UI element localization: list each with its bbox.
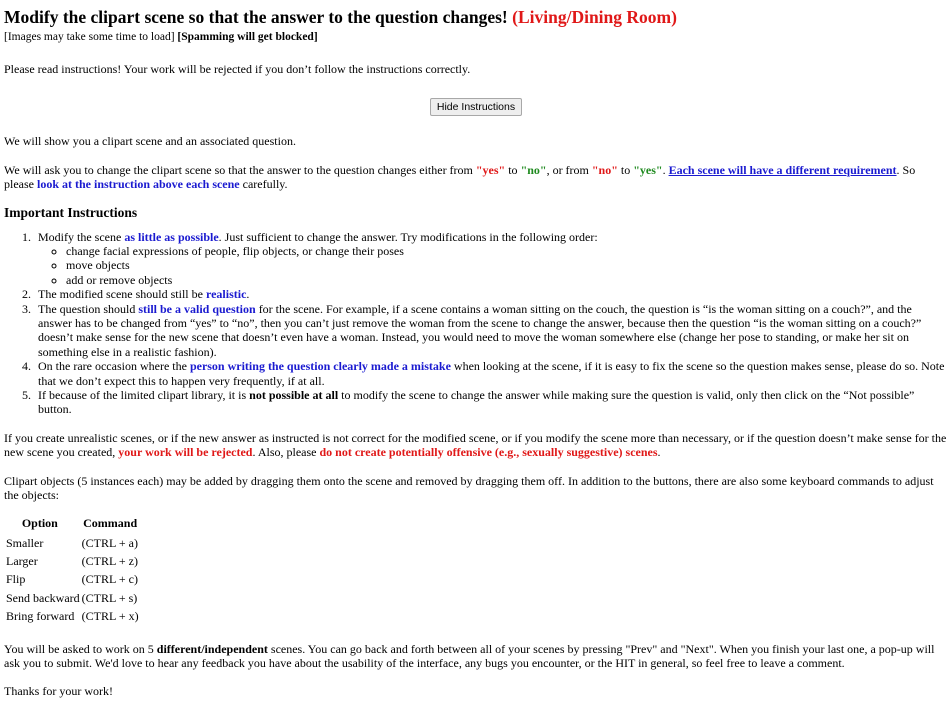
option-cell: Bring forward: [6, 609, 75, 624]
item-text: . Just sufficient to change the answer. Try modifications in the following order:: [218, 229, 598, 244]
keyboard-commands-table: [4, 514, 145, 625]
table-row: [4, 607, 145, 625]
item-emphasis: still be a valid question: [138, 301, 256, 316]
item-text: for the scene. For example, if a scene contains a woman sitting on the couch, the question is “is the woman sitting on a couch?”, and the answer has to be changed from “yes” to “no”, then you can’t just remove the woman from the scene to change the answer, because then the question “is the woman sitting on a couch?” doesn’t make sense for the new scene that doesn’t even have a woman. Instead, you would need to move the woman somewhere else (change her pose to standing, or make her sit on something else in a realistic fashion).: [38, 301, 922, 359]
modification-order-list: [38, 244, 948, 287]
rejection-warning: your work will be rejected: [118, 445, 253, 460]
button-row: [4, 98, 948, 116]
carefully-text: carefully.: [239, 177, 288, 192]
option-cell: Larger: [6, 554, 38, 569]
requirement-link[interactable]: Each scene will have a different requirement: [668, 162, 897, 177]
rejection-paragraph: [4, 431, 948, 460]
item-emphasis: not possible at all: [249, 387, 339, 402]
work-paragraph: [4, 642, 948, 671]
important-heading: Important Instructions: [4, 205, 138, 221]
item-text: On the rare occasion where the: [38, 359, 190, 374]
room-label: (Living/Dining Room): [512, 7, 677, 27]
no-label: "no": [591, 162, 618, 177]
command-column-header: Command: [83, 516, 138, 531]
spam-note: [Spamming will get blocked]: [177, 31, 318, 44]
command-cell: (CTRL + s): [81, 590, 138, 605]
item-text: .: [246, 287, 250, 302]
item-text: Modify the scene: [38, 229, 125, 244]
list-item: ◦ add or remove objects: [66, 273, 948, 287]
table-row: [4, 552, 145, 570]
requirement-paragraph: [4, 163, 948, 192]
thanks-text: Thanks for your work!: [4, 684, 113, 699]
rejection-text: . Also, please: [252, 445, 320, 460]
item-text: If because of the limited clipart library, it is: [38, 387, 250, 402]
table-header-row: [4, 514, 145, 533]
table-row: [4, 589, 145, 607]
clipart-info-paragraph: Clipart objects (5 instances each) may be added by dragging them onto the scene and removed by dragging them off. In addition to the buttons, there are also some keyboard commands to adjust the objects:: [4, 473, 934, 502]
read-instructions-warning: Please read instructions! Your work will be rejected if you don’t follow the instructions correctly.: [4, 61, 471, 76]
list-item: [34, 359, 948, 388]
intro-paragraph: We will show you a clipart scene and an associated question.: [4, 134, 296, 149]
important-list: [4, 230, 948, 417]
page-title: [4, 7, 948, 27]
look-instruction-emphasis: look at the instruction above each scene: [36, 177, 240, 192]
load-note: [Images may take some time to load]: [4, 31, 175, 44]
table-row: [4, 534, 145, 552]
list-item: [34, 302, 948, 360]
item-text: The modified scene should still be: [38, 287, 206, 302]
work-text: You will be asked to work on 5: [4, 641, 157, 656]
command-cell: (CTRL + a): [81, 535, 138, 550]
item-emphasis: realistic: [205, 287, 247, 302]
title-text: Modify the clipart scene so that the answer to the question changes!: [4, 7, 508, 27]
option-cell: Send backward: [6, 590, 80, 605]
option-cell: Smaller: [6, 535, 44, 550]
option-cell: Flip: [6, 572, 26, 587]
hide-instructions-button[interactable]: Hide Instructions: [430, 98, 522, 116]
table-row: [4, 570, 145, 588]
work-emphasis: different/independent: [156, 641, 268, 656]
list-item: [34, 388, 948, 417]
item-emphasis: person writing the question clearly made a mistake: [189, 359, 451, 374]
command-cell: (CTRL + x): [81, 609, 139, 624]
offensive-warning: do not create potentially offensive (e.g., sexually suggestive) scenes: [319, 445, 658, 460]
no-label: "no": [520, 162, 547, 177]
work-text: scenes. You can go back and forth between all of your scenes by pressing "Prev" and "Next". When you finish your last one, a pop-up will ask you to submit. We'd love to hear any feedback you have about the usability of the interface, any bugs you encounter, or the HIT in general, so feel free to leave a comment.: [4, 641, 935, 671]
or-text: , or from: [546, 162, 592, 177]
item-text: The question should: [38, 301, 139, 316]
to-text: to: [505, 162, 521, 177]
item-text: to modify the scene to change the answer while making sure the question is valid, only then click on the “Not possible” button.: [38, 387, 915, 417]
to-text: to: [617, 162, 634, 177]
option-column-header: Option: [21, 516, 58, 531]
so-please-text: . So please: [4, 162, 916, 192]
yes-label: "yes": [633, 162, 663, 177]
list-item: ◦ change facial expressions of people, flip objects, or change their poses: [66, 244, 948, 258]
item-emphasis: as little as possible: [124, 229, 219, 244]
command-cell: (CTRL + c): [81, 572, 138, 587]
period-text: .: [662, 162, 669, 177]
requirement-text: We will ask you to change the clipart scene so that the answer to the question changes either from: [4, 162, 476, 177]
command-cell: (CTRL + z): [81, 554, 138, 569]
yes-label: "yes": [475, 162, 506, 177]
rejection-text: If you create unrealistic scenes, or if the new answer as instructed is not correct for the modified scene, or if you modify the scene more than necessary, or if the question doesn’t make sense for the new scene you created,: [4, 430, 947, 460]
list-item: [34, 287, 948, 301]
item-text: when looking at the scene, if it is easy to fix the scene so the question makes sense, please do so. Note that we don’t expect this to happen very frequently, if at all.: [38, 359, 945, 388]
list-item: ◦ move objects: [66, 258, 948, 272]
rejection-text: .: [657, 445, 661, 460]
notes-line: [4, 31, 948, 45]
list-item: [34, 230, 948, 288]
